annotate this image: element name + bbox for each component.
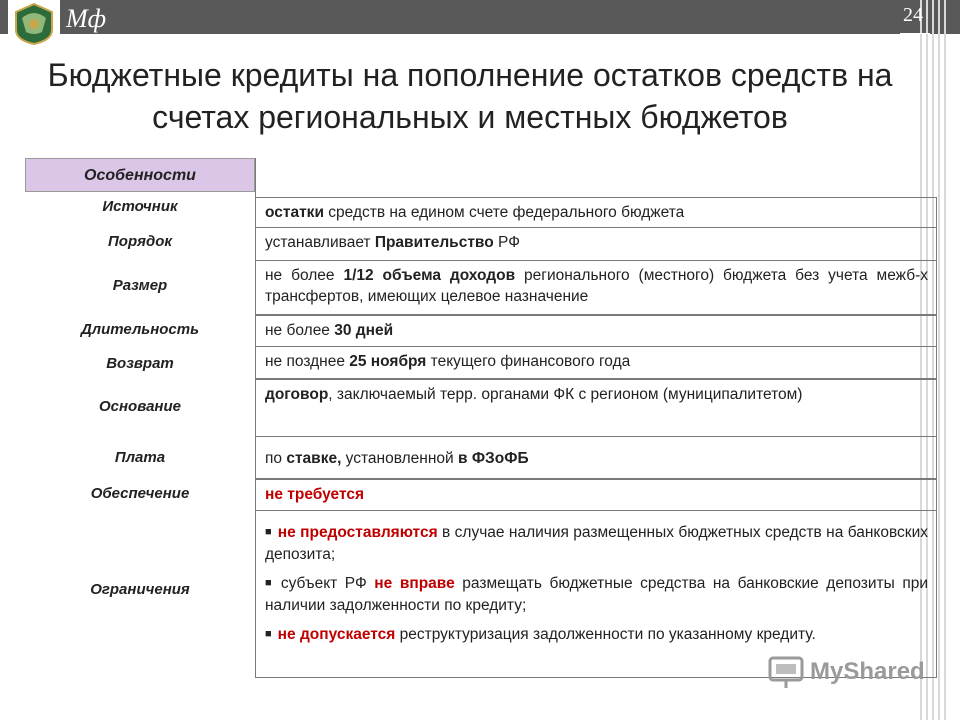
- brand-logo-text: Мф: [66, 4, 107, 33]
- row-value-return: не позднее 25 ноября текущего финансового года: [256, 347, 937, 379]
- table-header: Особенности: [25, 158, 255, 192]
- square-bullet-icon: ■: [265, 526, 272, 538]
- square-bullet-icon: ■: [265, 577, 275, 589]
- row-label-source: Источник: [102, 198, 178, 215]
- emblem-icon: [8, 0, 60, 46]
- row-value-size: не более 1/12 объема доходов регионального (местного) бюджета без учета межб-х трансфертов, имеющих целевое назначение: [256, 261, 937, 315]
- row-value-basis: договор, заключаемый терр. органами ФК с регионом (муниципалитетом): [256, 379, 937, 437]
- row-label-basis: Основание: [98, 398, 181, 415]
- row-value-duration: не более 30 дней: [256, 315, 937, 347]
- row-label-duration: Длительность: [80, 321, 200, 338]
- row-label-size: Размер: [112, 277, 168, 294]
- header-bar: [0, 0, 960, 34]
- row-label-limits: Ограничения: [90, 581, 190, 598]
- row-value-security: не требуется: [256, 479, 937, 511]
- row-label-fee: Плата: [114, 449, 166, 466]
- row-label-order: Порядок: [108, 233, 172, 250]
- row-value-source: остатки средств на едином счете федерального бюджета: [256, 197, 937, 227]
- limit-item: ■ не допускается реструктуризация задолженности по указанному кредиту.: [265, 626, 816, 643]
- page-title: [20, 54, 920, 138]
- title-line-2: счетах региональных и местных бюджетов: [152, 99, 788, 135]
- slide-number-underline: [900, 33, 930, 34]
- watermark: [766, 652, 926, 692]
- title-line-1: Бюджетные кредиты на пополнение остатков средств на: [47, 57, 893, 93]
- watermark-text: MyShared: [810, 658, 925, 685]
- limit-item: ■ не предоставляются в случае наличия размещенных бюджетных средств на банковских депозита;: [265, 524, 928, 563]
- row-label-return: Возврат: [106, 355, 174, 372]
- row-value-fee: по ставке, установленной в ФЗоФБ: [256, 437, 937, 479]
- row-label-security: Обеспечение: [90, 485, 190, 502]
- slide-number: 24: [903, 4, 923, 26]
- presentation-icon: [766, 652, 806, 692]
- square-bullet-icon: ■: [265, 628, 272, 640]
- limit-item: ■ субъект РФ не вправе размещать бюджетные средства на банковские депозиты при наличии задолженности по кредиту;: [265, 575, 928, 614]
- row-value-order: устанавливает Правительство РФ: [256, 227, 937, 261]
